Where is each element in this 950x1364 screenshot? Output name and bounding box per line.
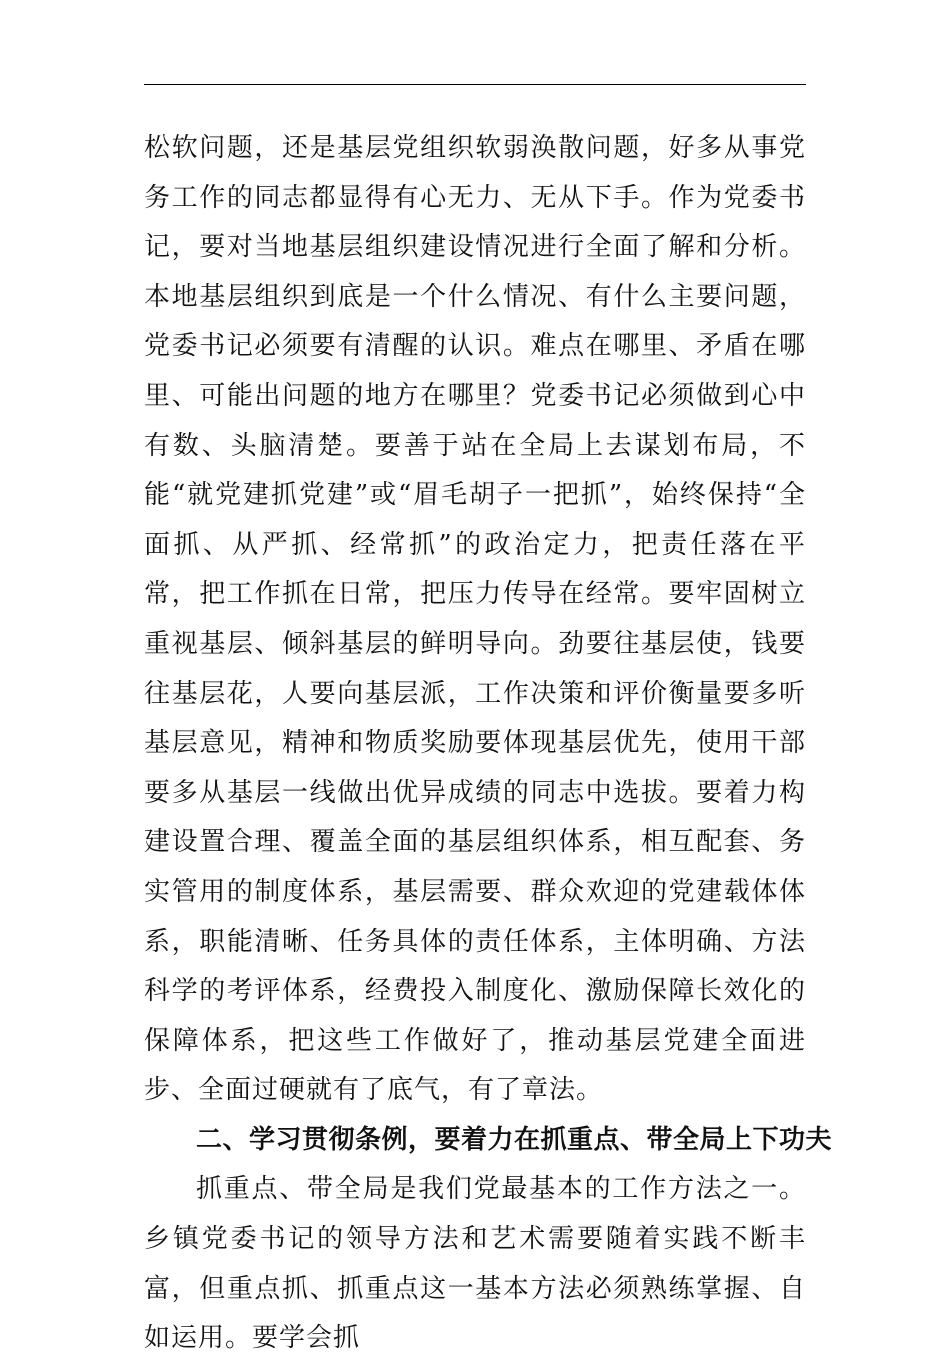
header-rule bbox=[144, 84, 806, 85]
body-paragraph-continuation: 松软问题，还是基层党组织软弱涣散问题，好多从事党务工作的同志都显得有心无力、无从下手。作为党委书记，要对当地基层组织建设情况进行全面了解和分析。本地基层组织到底是一个什么情况、有什么主要问题，党委书记必须要有清醒的认识。难点在哪里、矛盾在哪里、可能出问题的地方在哪里？党委书记必须做到心中有数、头脑清楚。要善于站在全局上去谋划布局，不能“就党建抓党建”或“眉毛胡子一把抓”，始终保持“全面抓、从严抓、经常抓”的政治定力，把责任落在平常，把工作抓在日常，把压力传导在经常。要牢固树立重视基层、倾斜基层的鲜明导向。劲要往基层使，钱要往基层花，人要向基层派，工作决策和评价衡量要多听基层意见，精神和物质奖励要体现基层优先，使用干部要多从基层一线做出优异成绩的同志中选拔。要着力构建设置合理、覆盖全面的基层组织体系，相互配套、务实管用的制度体系，基层需要、群众欢迎的党建载体体系，职能清晰、任务具体的责任体系，主体明确、方法科学的考评体系，经费投入制度化、激励保障长效化的保障体系，把这些工作做好了，推动基层党建全面进步、全面过硬就有了底气，有了章法。 bbox=[144, 133, 806, 1106]
section-heading: 二、学习贯彻条例，要着力在抓重点、带全局上下功夫 bbox=[196, 1124, 833, 1155]
body-paragraph: 抓重点、带全局是我们党最基本的工作方法之一。乡镇党委书记的领导方法和艺术需要随着实践不断丰富，但重点抓、抓重点这一基本方法必须熟练掌握、自如运用。要学会抓 bbox=[144, 1174, 806, 1354]
document-body bbox=[144, 124, 833, 1364]
